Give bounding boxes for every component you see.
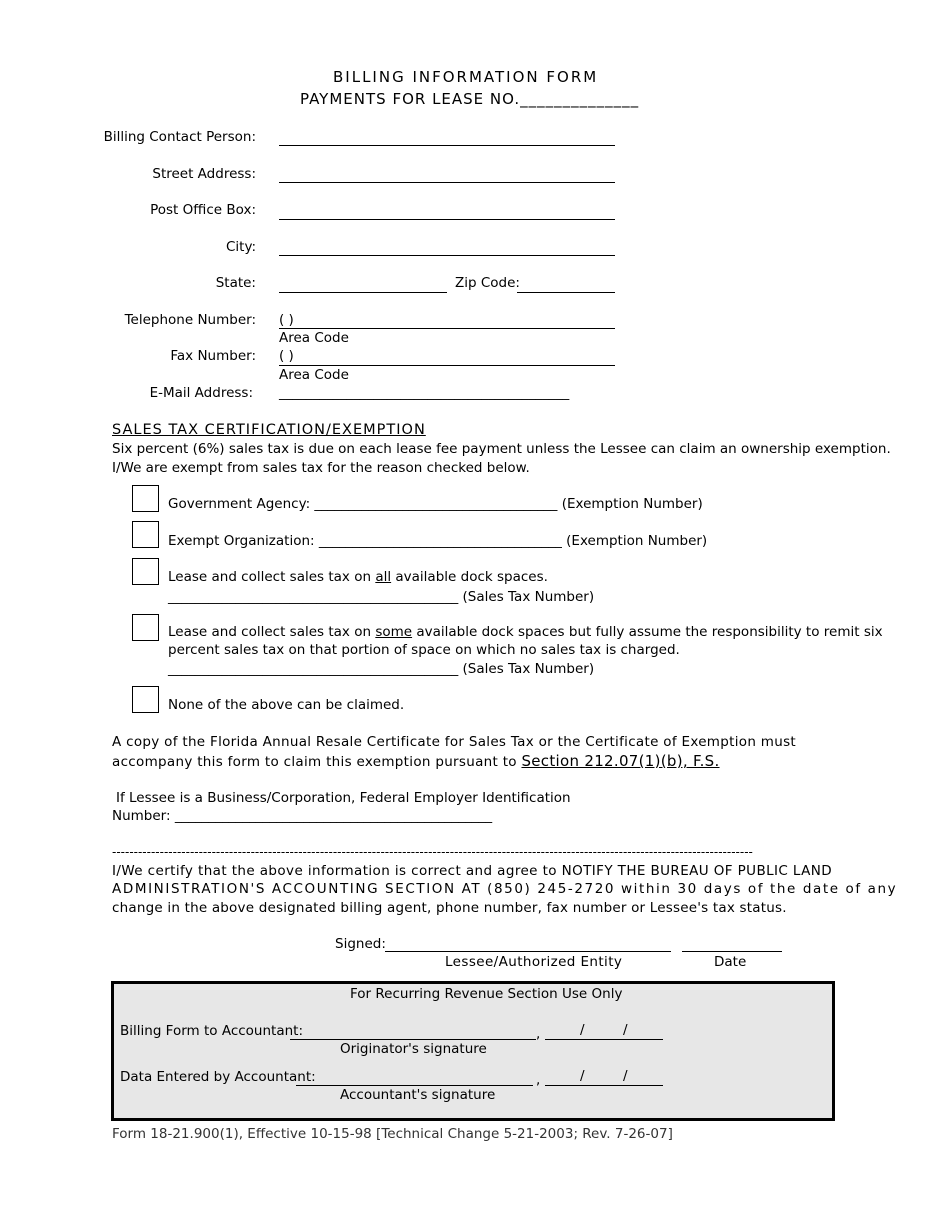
resale-certificate-line-2: [112, 752, 720, 770]
telephone-area-code-caption: Area Code: [279, 330, 349, 346]
office-use-header: For Recurring Revenue Section Use Only: [350, 986, 623, 1002]
state-label: State:: [215, 275, 256, 291]
none-claimed-checkbox[interactable]: [132, 686, 159, 713]
all-dock-sales-tax-number[interactable]: ___________________________________________ (Sales Tax Number): [168, 589, 595, 605]
certify-line-1: I/We certify that the above information is correct and agree to NOTIFY THE BUREAU OF PUBLIC LAND: [112, 863, 833, 879]
office-use-box: [111, 981, 835, 1121]
some-option-text-c: available dock spaces but fully assume the responsibility to remit six: [412, 624, 883, 640]
some-dock-spaces-option-line-2: percent sales tax on that portion of space on which no sales tax is charged.: [168, 642, 680, 658]
resale-text: accompany this form to claim this exemption pursuant to: [112, 754, 522, 770]
signed-label: Signed:: [335, 936, 386, 952]
po-box-label: Post Office Box:: [150, 202, 256, 218]
certify-line-3: change in the above designated billing agent, phone number, fax number or Lessee's tax status.: [112, 900, 787, 916]
data-entered-label: Data Entered by Accountant:: [120, 1069, 316, 1085]
fax-area-code-caption: Area Code: [279, 367, 349, 383]
sales-tax-intro-2: I/We are exempt from sales tax for the reason checked below.: [112, 460, 530, 476]
lessee-entity-caption: Lessee/Authorized Entity: [445, 954, 623, 970]
exempt-organization-option: Exempt Organization: ____________________________________ (Exemption Number): [168, 533, 708, 549]
signature-field[interactable]: [385, 951, 671, 952]
data-entered-date-field[interactable]: [545, 1085, 663, 1086]
originator-signature-field[interactable]: [290, 1039, 536, 1040]
form-footer: Form 18-21.900(1), Effective 10-15-98 [Technical Change 5-21-2003; Rev. 7-26-07]: [112, 1126, 673, 1142]
street-address-label: Street Address:: [152, 166, 256, 182]
all-option-emphasis: all: [375, 569, 392, 585]
form-title: BILLING INFORMATION FORM: [333, 68, 599, 86]
po-box-field[interactable]: [279, 219, 615, 220]
accountant-signature-field[interactable]: [296, 1085, 533, 1086]
some-option-emphasis: some: [375, 624, 413, 640]
separator-dashes: ----------------------------------------------------------------------------------------------------------------------------------------------------: [112, 845, 753, 859]
accountant-signature-caption: Accountant's signature: [340, 1087, 496, 1103]
billing-contact-field[interactable]: [279, 145, 615, 146]
data-entered-comma: ,: [536, 1072, 541, 1088]
billing-date-slash-2: /: [623, 1022, 628, 1038]
street-address-field[interactable]: [279, 182, 615, 183]
all-dock-spaces-checkbox[interactable]: [132, 558, 159, 585]
city-label: City:: [225, 239, 256, 255]
telephone-field[interactable]: [279, 328, 615, 329]
date-field[interactable]: [682, 951, 782, 952]
government-agency-checkbox[interactable]: [132, 485, 159, 512]
telephone-label: Telephone Number:: [124, 312, 256, 328]
fein-label-line-1: If Lessee is a Business/Corporation, Federal Employer Identification: [116, 790, 571, 806]
billing-form-label: Billing Form to Accountant:: [120, 1023, 304, 1039]
some-option-text-a: Lease and collect sales tax on: [168, 624, 376, 640]
sales-tax-heading: SALES TAX CERTIFICATION/EXEMPTION: [112, 422, 426, 438]
originator-signature-caption: Originator's signature: [340, 1041, 487, 1057]
sales-tax-intro-1: Six percent (6%) sales tax is due on each lease fee payment unless the Lessee can claim an ownership exemption.: [112, 441, 891, 457]
lease-number-line: PAYMENTS FOR LEASE NO.______________: [300, 90, 640, 108]
fax-field[interactable]: [279, 365, 615, 366]
statute-reference: Section 212.07(1)(b), F.S.: [521, 752, 720, 770]
all-option-text-a: Lease and collect sales tax on: [168, 569, 376, 585]
government-agency-option: Government Agency: ____________________________________ (Exemption Number): [168, 496, 703, 512]
fax-label: Fax Number:: [170, 348, 256, 364]
telephone-area-paren: ( ): [279, 312, 294, 328]
resale-certificate-line-1: A copy of the Florida Annual Resale Certificate for Sales Tax or the Certificate of Exemption must: [112, 734, 797, 750]
zip-code-label: Zip Code:: [455, 275, 520, 291]
data-entered-date-slash-1: /: [580, 1068, 585, 1084]
certify-line-2: ADMINISTRATION'S ACCOUNTING SECTION AT (850) 245-2720 within 30 days of the date of any: [112, 881, 898, 897]
all-dock-spaces-option: [168, 569, 548, 585]
state-field[interactable]: [279, 292, 447, 293]
exempt-organization-checkbox[interactable]: [132, 521, 159, 548]
zip-code-field[interactable]: [517, 292, 615, 293]
some-dock-sales-tax-number[interactable]: ___________________________________________ (Sales Tax Number): [168, 661, 595, 677]
billing-comma: ,: [536, 1026, 541, 1042]
all-option-text-c: available dock spaces.: [391, 569, 548, 585]
billing-contact-label: Billing Contact Person:: [103, 129, 256, 145]
none-claimed-option: None of the above can be claimed.: [168, 697, 405, 713]
city-field[interactable]: [279, 255, 615, 256]
data-entered-date-slash-2: /: [623, 1068, 628, 1084]
date-caption: Date: [714, 954, 747, 970]
email-field[interactable]: ___________________________________________: [279, 385, 570, 401]
billing-date-field[interactable]: [545, 1039, 663, 1040]
fax-area-paren: ( ): [279, 348, 294, 364]
some-dock-spaces-checkbox[interactable]: [132, 614, 159, 641]
fein-field[interactable]: Number: _______________________________________________: [112, 808, 493, 824]
some-dock-spaces-option: [168, 624, 883, 640]
email-label: E-Mail Address:: [149, 385, 253, 401]
billing-date-slash-1: /: [580, 1022, 585, 1038]
